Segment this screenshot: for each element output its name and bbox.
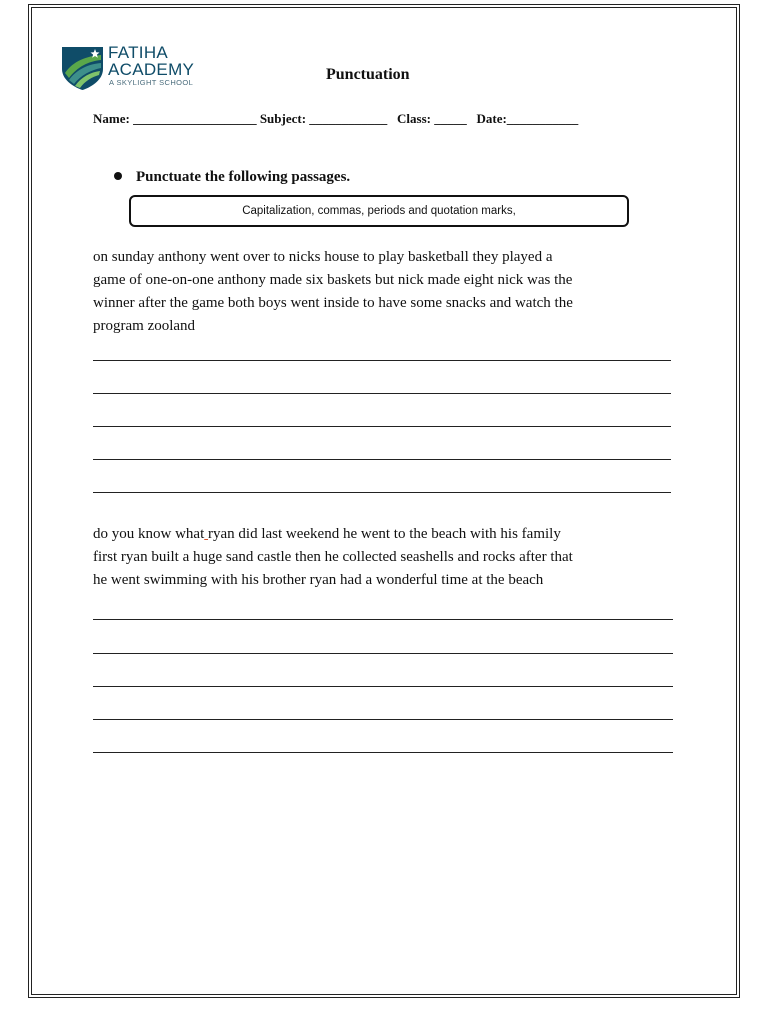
passage-2-text: do you know what (93, 526, 205, 542)
passage-2-text: ryan did last weekend he went to the beach with his family (208, 526, 561, 542)
passage-2-line: first ryan built a huge sand castle then he collected seashells and rocks after that (93, 549, 573, 565)
passage-1-line: game of one-on-one anthony made six baskets but nick made eight nick was the (93, 272, 573, 288)
logo-name: FATIHA (108, 43, 169, 62)
instruction (114, 169, 350, 186)
answer-line[interactable] (93, 360, 671, 361)
logo-tagline: A SKYLIGHT SCHOOL (109, 78, 194, 87)
answer-line[interactable] (93, 393, 671, 394)
passage-1-line: program zooland (93, 318, 196, 334)
answer-line[interactable] (93, 619, 673, 620)
answer-line[interactable] (93, 752, 673, 753)
answer-line[interactable] (93, 426, 671, 427)
passage-2-line (93, 523, 683, 546)
hint-text: Capitalization, commas, periods and quotation marks, (242, 205, 516, 217)
answer-line[interactable] (93, 719, 673, 720)
passage-2 (93, 523, 683, 592)
student-info-fields[interactable]: Name: ___________________ Subject: ____________ Class: _____ Date:___________ (93, 111, 579, 126)
bullet-icon (114, 172, 122, 180)
passage-1-line: on sunday anthony went over to nicks house to play basketball they played a (93, 249, 553, 265)
answer-line[interactable] (93, 459, 671, 460)
instruction-text: Punctuate the following passages. (136, 169, 351, 185)
passage-1-line: winner after the game both boys went inside to have some snacks and watch the (93, 295, 573, 311)
answer-line[interactable] (93, 492, 671, 493)
page-title: Punctuation (326, 66, 410, 83)
logo-name-2: ACADEMY (108, 60, 195, 79)
passage-1 (93, 246, 683, 338)
answer-line[interactable] (93, 653, 673, 654)
passage-2-line: he went swimming with his brother ryan had a wonderful time at the beach (93, 572, 544, 588)
answer-line[interactable] (93, 686, 673, 687)
page-border (31, 7, 737, 995)
hint-box (129, 195, 629, 227)
